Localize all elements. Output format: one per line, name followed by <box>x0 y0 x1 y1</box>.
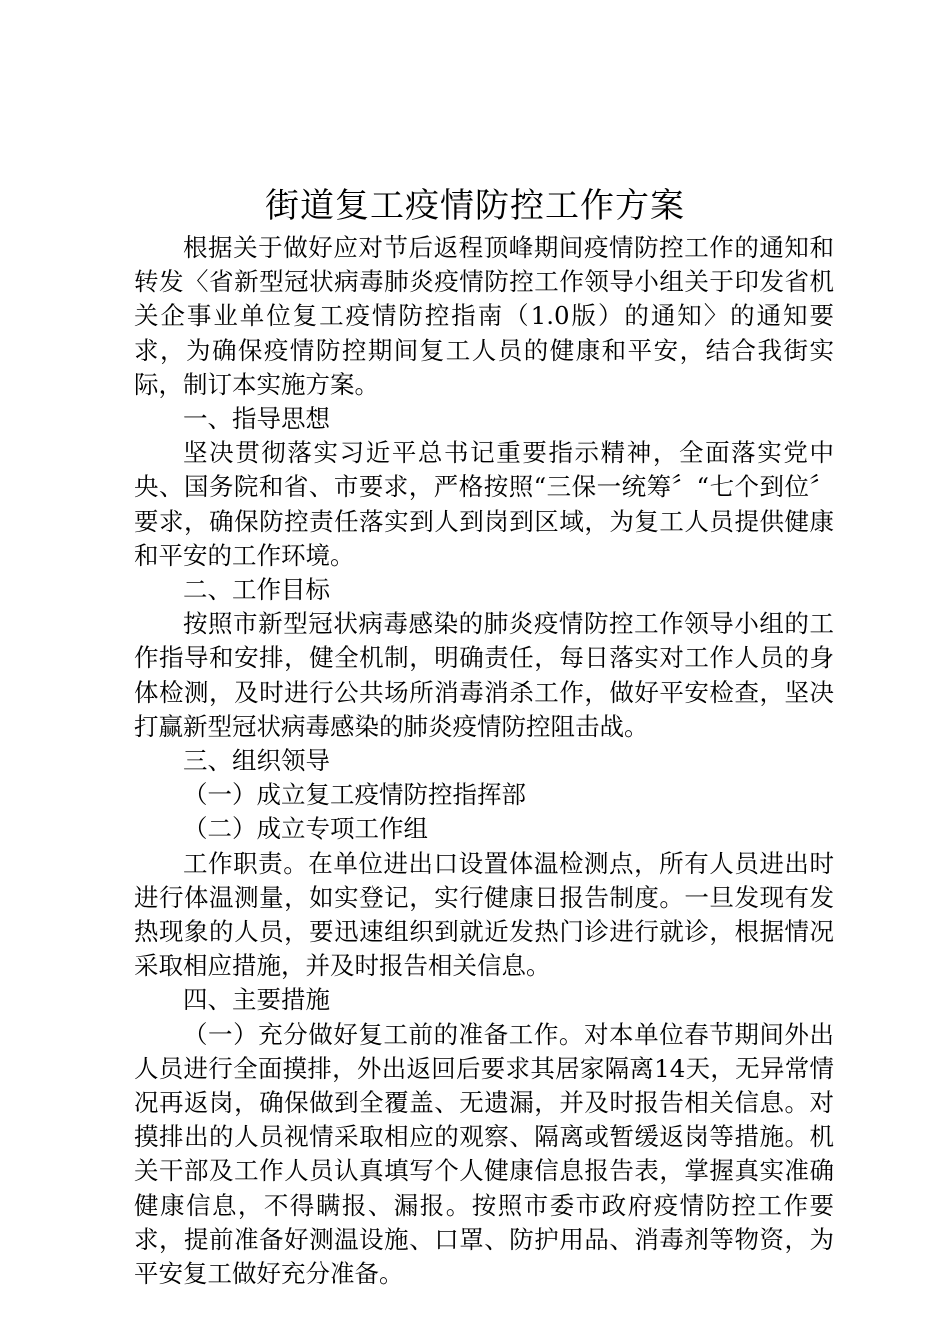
guiding-ideology-paragraph: 坚决贯彻落实习近平总书记重要指示精神，全面落实党中央、国务院和省、市要求，严格按照“三保一统筹〞“七个到位〞要求，确保防控责任落实到人到岗到区域，为复工人员提供健康和平安的工作环境。 <box>134 438 834 570</box>
document-body <box>134 231 834 1291</box>
work-goals-paragraph: 按照市新型冠状病毒感染的肺炎疫情防控工作领导小组的工作指导和安排，健全机制，明确责任，每日落实对工作人员的身体检测，及时进行公共场所消毒消杀工作，做好平安检查，坚决打赢新型冠状病毒感染的肺炎疫情防控阻击战。 <box>134 609 834 741</box>
subheading-command-center: （一）成立复工疫情防控指挥部 <box>183 780 526 810</box>
main-measures-paragraph: （一）充分做好复工前的准备工作。对本单位春节期间外出人员进行全面摸排，外出返回后要求其居家隔离14天，无异常情况再返岗，确保做到全覆盖、无遗漏，并及时报告相关信息。对摸排出的人员视情采取相应的观察、隔离或暂缓返岗等措施。机关干部及工作人员认真填写个人健康信息报告表，掌握真实准确健康信息，不得瞒报、漏报。按照市委市政府疫情防控工作要求，提前准备好测温设施、口罩、防护用品、消毒剂等物资，为平安复工做好充分准备。 <box>134 1019 834 1289</box>
section-heading-guiding-ideology: 一、指导思想 <box>183 404 330 434</box>
work-duties-paragraph: 工作职责。在单位进出口设置体温检测点，所有人员进出时进行体温测量，如实登记，实行健康日报告制度。一旦发现有发热现象的人员，要迅速组织到就近发热门诊进行就诊，根据情况采取相应措施，并及时报告相关信息。 <box>134 848 834 981</box>
document-title: 街道复工疫情防控工作方案 <box>265 186 685 226</box>
section-heading-organization: 三、组织领导 <box>183 746 330 776</box>
subheading-working-group: （二）成立专项工作组 <box>183 814 428 844</box>
section-heading-work-goals: 二、工作目标 <box>183 575 330 605</box>
section-heading-main-measures: 四、主要措施 <box>183 985 330 1015</box>
intro-paragraph: 根据关于做好应对节后返程顶峰期间疫情防控工作的通知和转发〈省新型冠状病毒肺炎疫情防控工作领导小组关于印发省机关企事业单位复工疫情防控指南（1.0版）的通知〉的通知要求，为确保疫情防控期间复工人员的健康和平安，结合我街实际，制订本实施方案。 <box>134 233 834 399</box>
